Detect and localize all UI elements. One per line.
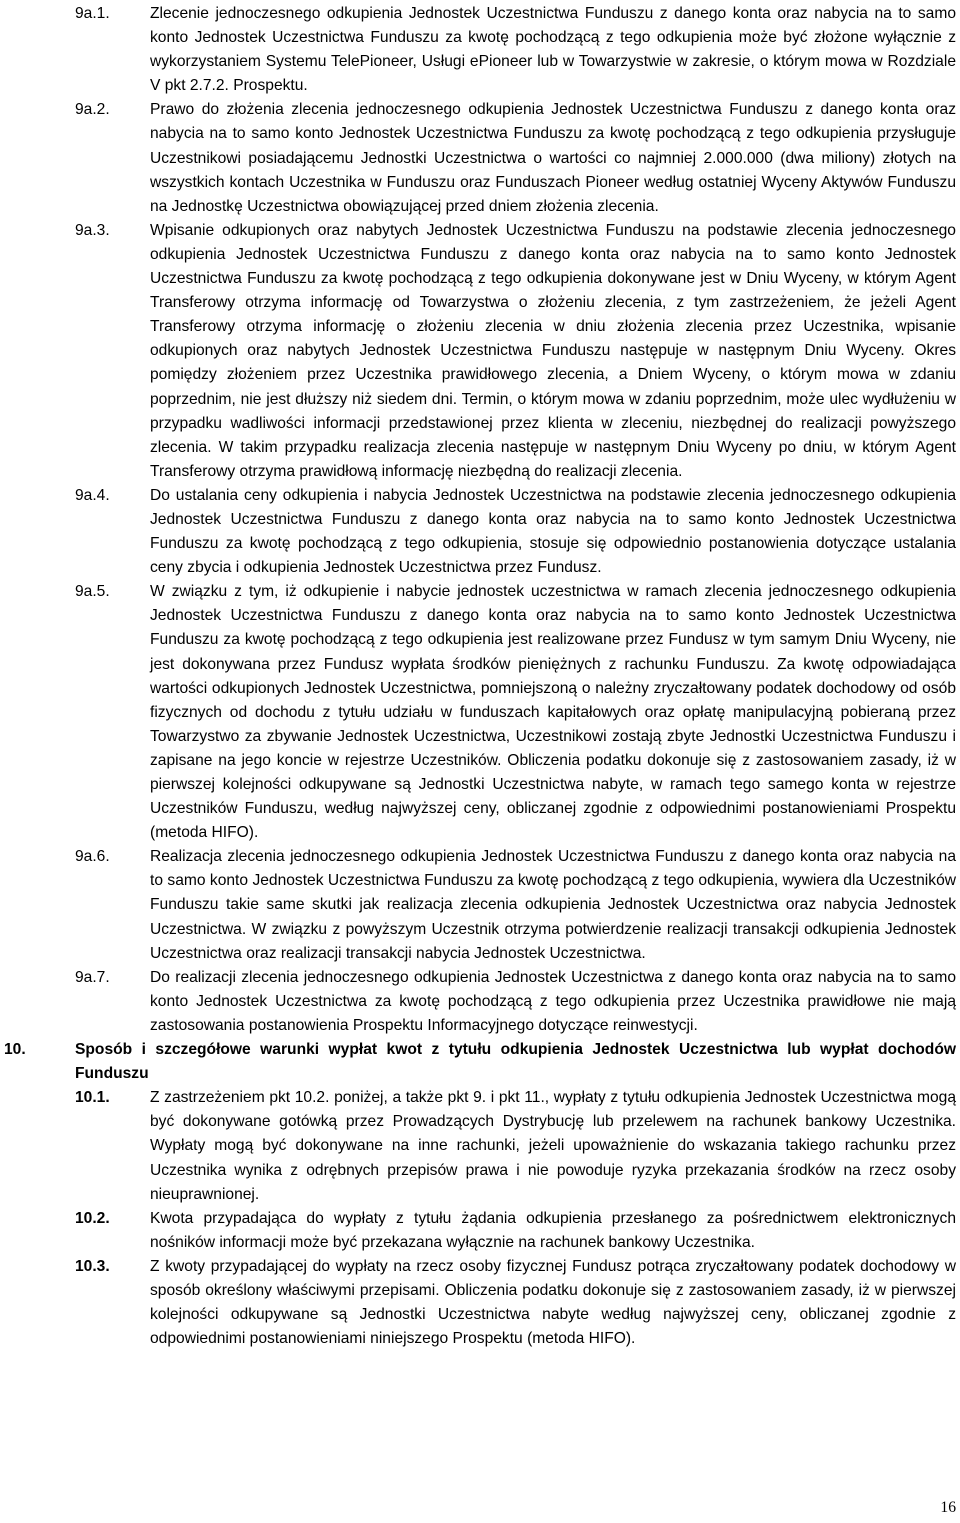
paragraph-text: Kwota przypadająca do wypłaty z tytułu żądania odkupienia przesłanego za pośrednictwem elektronicznych nośników informacji może być przekazana wyłącznie na rachunek bankowy Uczestnika. (150, 1209, 956, 1251)
paragraph-number: 9a.1. (75, 5, 110, 22)
paragraph-number: 10.1. (75, 1089, 110, 1107)
paragraph-9a-4 (0, 484, 960, 580)
paragraph-9a-7 (0, 966, 960, 1038)
paragraph-number: 9a.2. (75, 101, 110, 119)
page-number: 16 (940, 1499, 956, 1516)
paragraph-number: 10.2. (75, 1209, 110, 1227)
paragraph-number: 9a.7. (75, 968, 110, 986)
paragraph-text: W związku z tym, iż odkupienie i nabycie jednostek uczestnictwa w ramach zlecenia jednoczesnego odkupienia Jednostek Uczestnictwa Funduszu z danego konta oraz nabycia na to samo konto Jednostek Uczestnictwa Funduszu za kwotę pochodzącą z tego odkupienia jest realizowane przez Fundusz w tym samym Dniu Wyceny, nie jest dokonywana przez Fundusz wypłata środków pieniężnych z rachunku Funduszu. Za kwotę odpowiadająca wartości odkupionych Jednostek Uczestnictwa, pomniejszoną o należny zryczałtowany podatek dochodowy od osób fizycznych od dochodu z tytułu udziału w funduszach kapitałowych oraz opłatę manipulacyjną pobieraną przez Towarzystwo za zbywanie Jednostek Uczestnictwa, Uczestnikowi zostają zbyte Jednostki Uczestnictwa Funduszu i zapisane na jego koncie w rejestrze Uczestników. Obliczenia podatku dokonuje się z zastosowaniem zasady, iż w pierwszej kolejności odkupywane są Jednostki Uczestnictwa nabyte, w ramach tego samego konta w rejestrze Uczestników Funduszu, według najwyższej ceny, obliczanej zgodnie z odpowiednimi postanowieniami Prospektu (metoda HIFO). (150, 583, 956, 842)
section-number: 10. (4, 1041, 26, 1059)
paragraph-text: Do realizacji zlecenia jednoczesnego odkupienia Jednostek Uczestnictwa z danego konta oraz nabycia na to samo konto Jednostek Uczestnictwa za kwotę pochodzącą z tego odkupienia przez Uczestnika prawidłowe nie mają zastosowania postanowienia Prospektu Informacyjnego dotyczące reinwestycji. (150, 968, 956, 1034)
paragraph-text: Zlecenie jednoczesnego odkupienia Jednostek Uczestnictwa Funduszu z danego konta oraz nabycia na to samo konto Jednostek Uczestnictwa Funduszu za kwotę pochodzącą z tego odkupienia może być złożone wyłącznie z wykorzystaniem Systemu TelePioneer, Usługi ePioneer lub w Towarzystwie w zakresie, o którym mowa w Rozdziale V pkt 2.7.2. Prospektu. (150, 5, 956, 95)
paragraph-number: 10.3. (75, 1257, 110, 1275)
paragraph-10-2 (0, 1207, 960, 1255)
paragraph-text: Do ustalania ceny odkupienia i nabycia Jednostek Uczestnictwa na podstawie zlecenia jednoczesnego odkupienia Jednostek Uczestnictwa Funduszu z danego konta oraz nabycia na to samo konto Jednostek Uczestnictwa Funduszu za kwotę pochodzącą z tego odkupienia, stosuje się odpowiednio postanowienia dotyczące ustalania ceny zbycia i odkupienia Jednostek Uczestnictwa przez Fundusz. (150, 486, 956, 577)
paragraph-number: 9a.6. (75, 848, 110, 866)
document-body (0, 2, 960, 1351)
paragraph-text: Z kwoty przypadającej do wypłaty na rzecz osoby fizycznej Fundusz potrąca zryczałtowany podatek dochodowy w sposób określony właściwymi przepisami. Obliczenia podatku dokonuje się z zastosowaniem zasady, iż w pierwszej kolejności odkupywane są Jednostki Uczestnictwa nabyte według najwyższej ceny, obliczanej zgodnie z odpowiednimi postanowieniami niniejszego Prospektu (metoda HIFO). (150, 1257, 956, 1348)
section-heading-10 (0, 1038, 960, 1086)
paragraph-text: Z zastrzeżeniem pkt 10.2. poniżej, a także pkt 9. i pkt 11., wypłaty z tytułu odkupienia Jednostek Uczestnictwa mogą być dokonywane gotówką przez Prowadzących Dystrybucję lub przelewem na rachunek bankowy Uczestnika. Wypłaty mogą być dokonywane na inne rachunki, jeżeli upoważnienie do wskazania takiego rachunku przez Uczestnika wynika z odrębnych przepisów prawa i nie powoduje ryzyka przekazania środków na rzecz osoby nieuprawnionej. (150, 1089, 956, 1203)
paragraph-text: Realizacja zlecenia jednoczesnego odkupienia Jednostek Uczestnictwa Funduszu z danego konta oraz nabycia na to samo konto Jednostek Uczestnictwa Funduszu za kwotę pochodzącą z tego odkupienia, wywiera dla Uczestników Funduszu takie same skutki jak realizacja zlecenia odkupienia Jednostek Uczestnictwa oraz nabycia Jednostek Uczestnictwa. W związku z powyższym Uczestnik otrzyma potwierdzenie realizacji transakcji odkupienia Jednostek Uczestnictwa oraz realizacji transakcji nabycia Jednostek Uczestnictwa. (150, 848, 956, 962)
paragraph-number: 9a.4. (75, 486, 110, 504)
paragraph-9a-2 (0, 98, 960, 218)
paragraph-number: 9a.5. (75, 583, 110, 601)
paragraph-10-1 (0, 1086, 960, 1206)
paragraph-9a-6 (0, 845, 960, 965)
paragraph-9a-1 (0, 2, 960, 98)
section-title: Sposób i szczegółowe warunki wypłat kwot z tytułu odkupienia Jednostek Uczestnictwa lub wypłat dochodów Funduszu (75, 1041, 956, 1083)
paragraph-text: Prawo do złożenia zlecenia jednoczesnego odkupienia Jednostek Uczestnictwa Funduszu z danego konta oraz nabycia na to samo konto Jednostek Uczestnictwa Funduszu za kwotę pochodzącą z tego odkupienia przysługuje Uczestnikowi posiadającemu Jednostki Uczestnictwa o wartości co najmniej 2.000.000 (dwa miliony) złotych na wszystkich kontach Uczestnika w Funduszu oraz Funduszach Pioneer według ostatniej Wyceny Aktywów Funduszu na Jednostkę Uczestnictwa obowiązującej przed dniem złożenia zlecenia. (150, 101, 956, 215)
paragraph-text: Wpisanie odkupionych oraz nabytych Jednostek Uczestnictwa Funduszu na podstawie zlecenia jednoczesnego odkupienia Jednostek Uczestnictwa Funduszu z danego konta oraz nabycia na to samo konto Jednostek Uczestnictwa Funduszu za kwotę pochodzącą z tego odkupienia dokonywane jest w Dniu Wyceny, w którym Agent Transferowy otrzyma informację od Towarzystwa o złożeniu zlecenia, z tym zastrzeżeniem, że jeżeli Agent Transferowy otrzyma informację o złożeniu zlecenia w dniu złożenia zlecenia przez Uczestnika, wpisanie odkupionych oraz nabytych Jednostek Uczestnictwa Funduszu następuje w następnym Dniu Wyceny. Okres pomiędzy złożeniem przez Uczestnika prawidłowego zlecenia, a Dniem Wyceny, o którym mowa w zdaniu poprzednim, nie jest dłuższy niż siedem dni. Termin, o którym mowa w zdaniu poprzednim, może ulec wydłużeniu w przypadku wadliwości informacji przedstawionej przez klienta w zleceniu, niezbędnej do realizacji powyższego zlecenia. W takim przypadku realizacja zlecenia następuje w następnym Dniu Wyceny po dniu, w którym Agent Transferowy otrzyma prawidłową informację niezbędną do realizacji zlecenia. (150, 221, 956, 480)
paragraph-9a-5 (0, 580, 960, 845)
paragraph-9a-3 (0, 219, 960, 484)
paragraph-number: 9a.3. (75, 221, 110, 239)
paragraph-10-3 (0, 1255, 960, 1351)
